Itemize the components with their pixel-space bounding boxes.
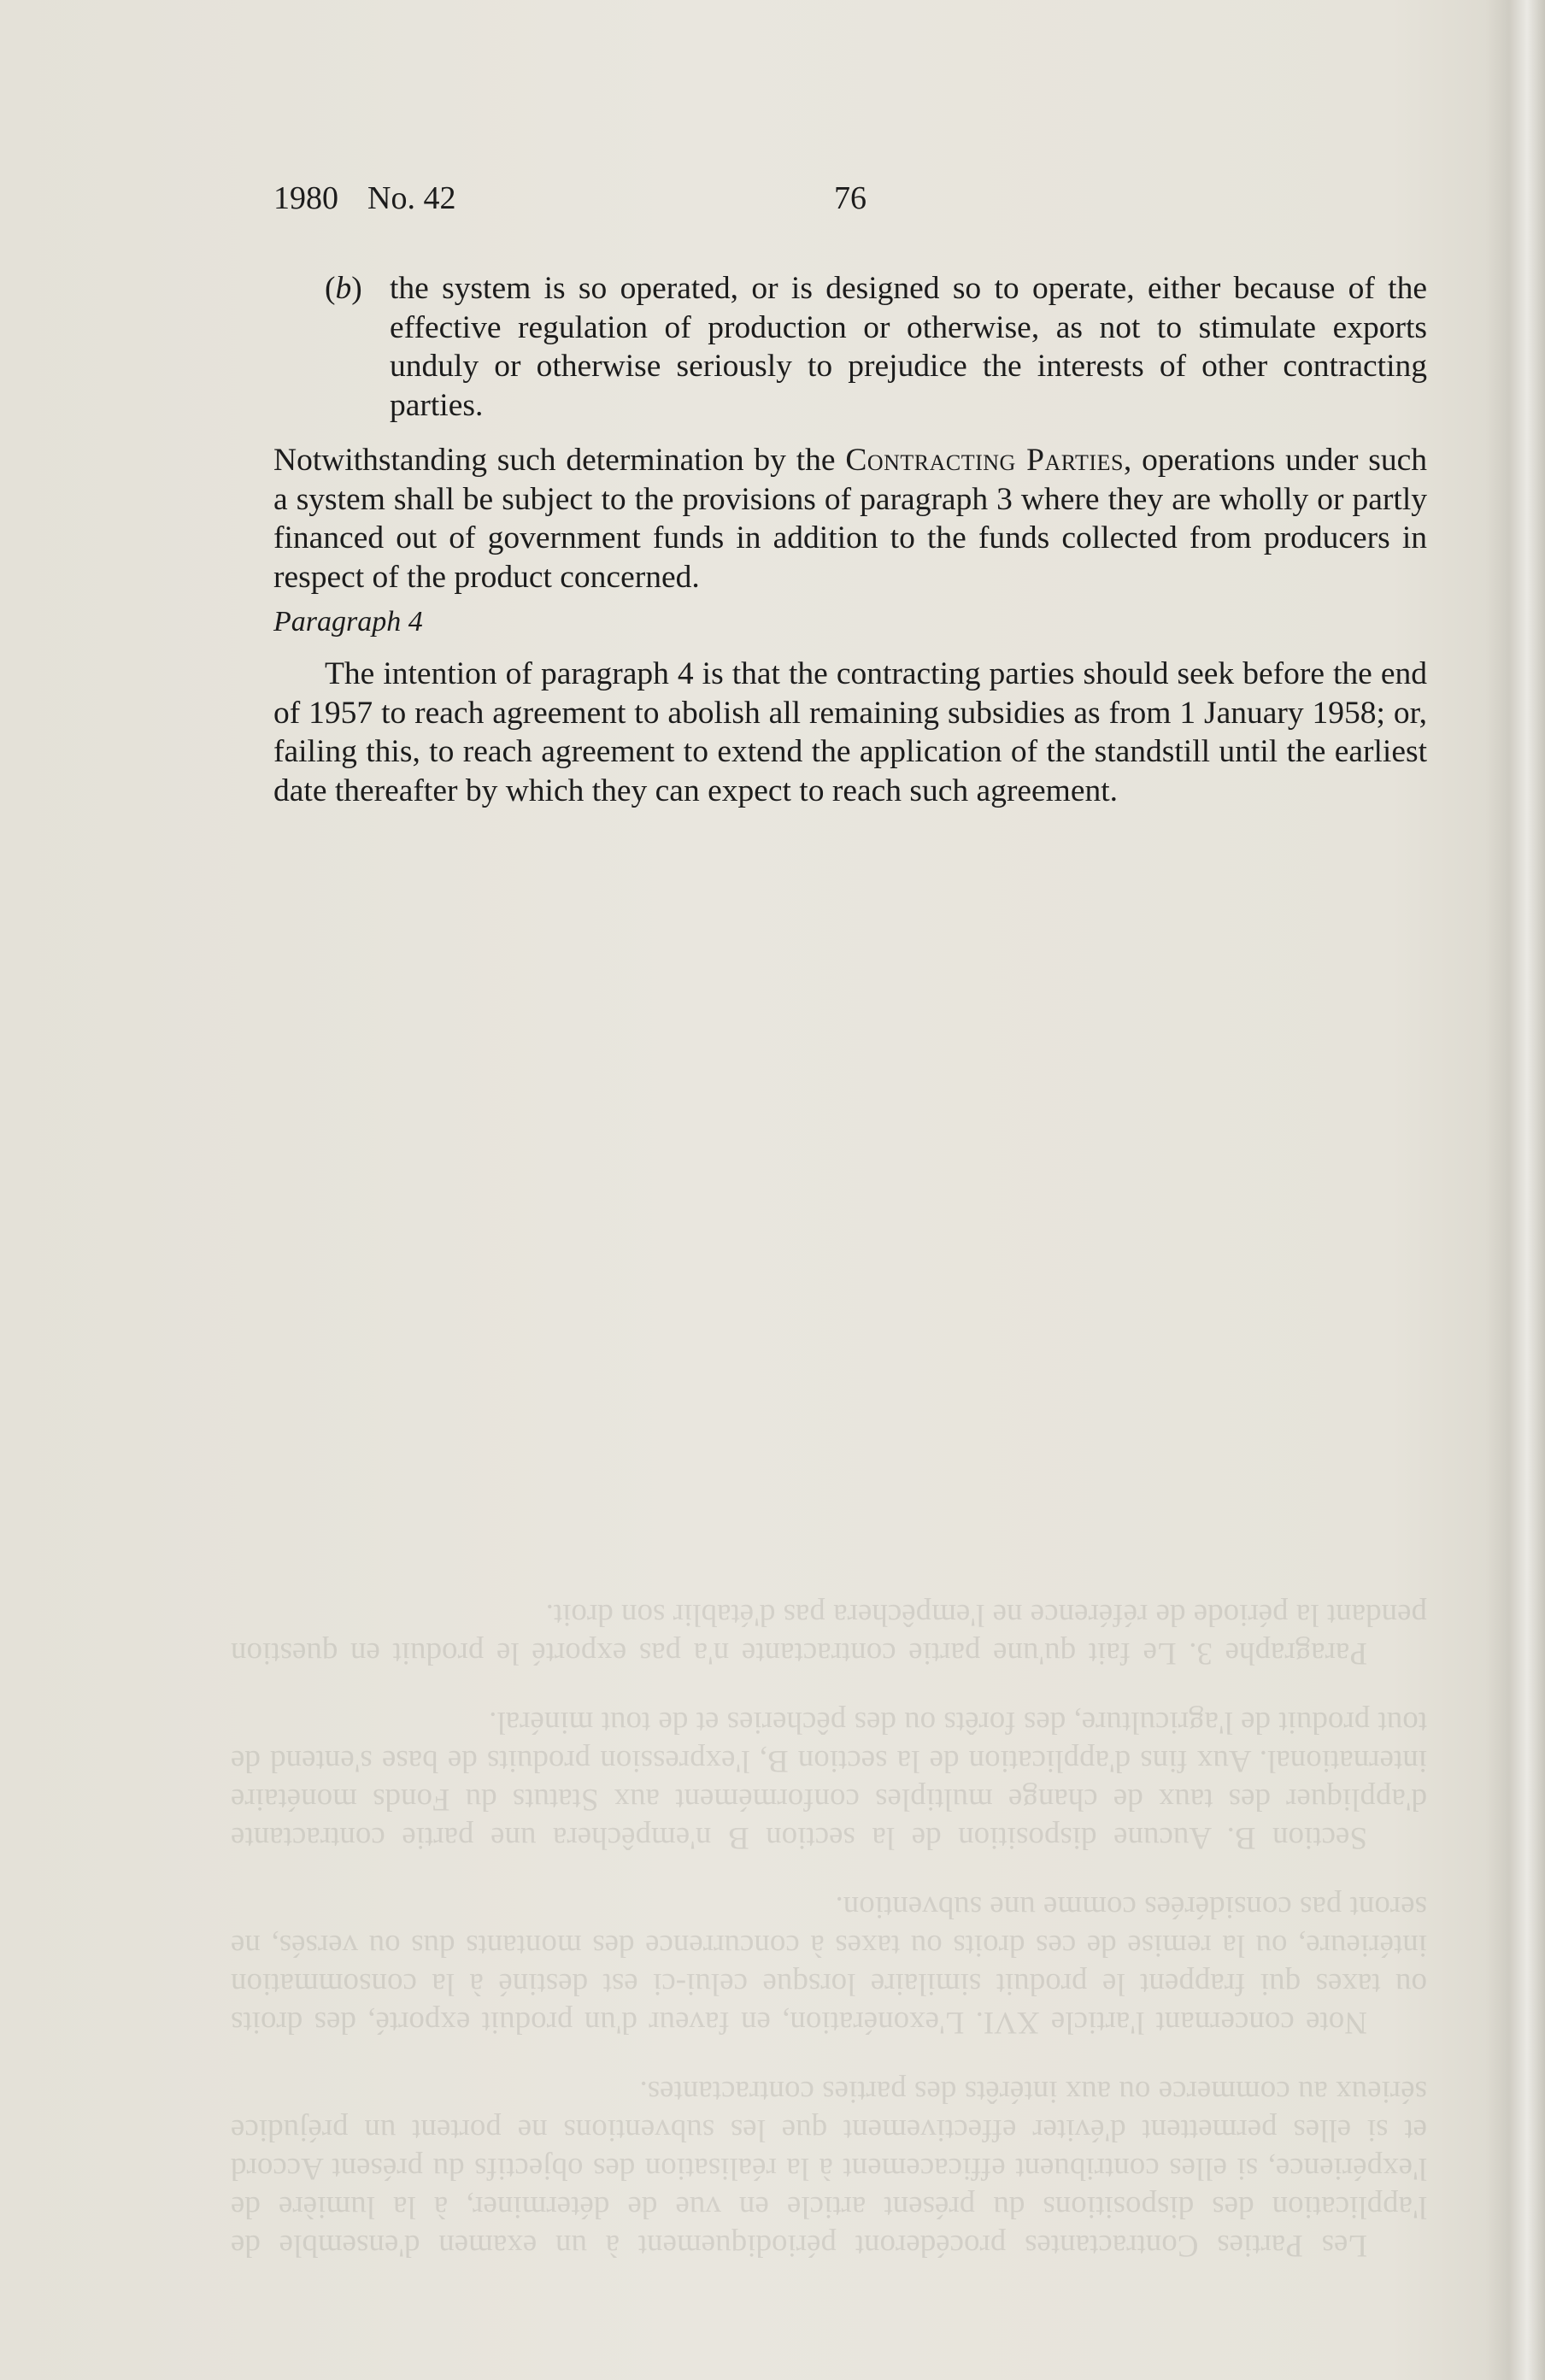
- page-edge-shadow: [1485, 0, 1545, 2380]
- header-number: No. 42: [367, 180, 456, 216]
- list-item-b: [273, 269, 1427, 425]
- notwithstanding-paragraph: [273, 441, 1427, 596]
- list-item-text: the system is so operated, or is designed so to operate, either because of the effective regulation of production or otherwise, as not to stimulate exports unduly or otherwise seriously to prejudice the interests of other contracting parties.: [390, 271, 1427, 423]
- list-item-letter: b: [335, 271, 352, 306]
- notwithstanding-text-end: , operations under such a system shall be subject to the provisions of paragraph 3 where they are wholly or partly financed out of government funds in addition to the funds collected from producers in respect of the product concerned.: [273, 443, 1428, 595]
- page-body: [273, 269, 1427, 810]
- header-year: 1980: [273, 180, 338, 216]
- paragraph-4-heading: Paragraph 4: [273, 606, 423, 638]
- page-number: 76: [834, 180, 866, 216]
- notwithstanding-text-start: Notwithstanding such determination by the: [273, 443, 846, 478]
- contracting-parties-smallcaps: Contracting Parties: [845, 443, 1124, 478]
- page-header: [273, 179, 1427, 222]
- list-item-marker: (b): [325, 271, 362, 306]
- show-through-texture: Les Parties Contractantes procéderont périodiquement à un examen d'ensemble de l'application des dispositions du présent article en vue de déterminer, à la lumière de l'expérience, si elles contribuent efficacement à la réalisation des objectifs du présent Accord et si elles permettent d'éviter effectivement que les subventions ne portent un préjudice sérieux au commerce ou aux intérêts des parties contractantes. Note concernant l'article XVI. L'exonération, en faveur d'un produit exporté, des droits ou taxes qui frappent le produit similaire lorsque celui-ci est destiné à la consommation intérieure, ou la remise de ces droits ou taxes à concurrence des montants dus ou versés, ne seront pas considérées comme une subvention. Section B. Aucune disposition de la section B n'empêchera une partie contractante d'appliquer des taux de change multiples conformément aux Statuts du Fonds monétaire international. Aux fins d'application de la section B, l'expression produits de base s'entend de tout produit de l'agriculture, des forêts ou des pêcheries et de tout minéral. Paragraphe 3. Le fait qu'une partie contractante n'a pas exporté le produit en question pendant la période de référence ne l'empêchera pas d'établir son droit.: [231, 1597, 1427, 2263]
- paragraph-4-text: The intention of paragraph 4 is that the contracting parties should seek before the end of 1957 to reach agreement to abolish all remaining subsidies as from 1 January 1958; or, failing this, to reach agreement to extend the application of the standstill until the earliest date thereafter by which they can expect to reach such agreement.: [273, 656, 1427, 808]
